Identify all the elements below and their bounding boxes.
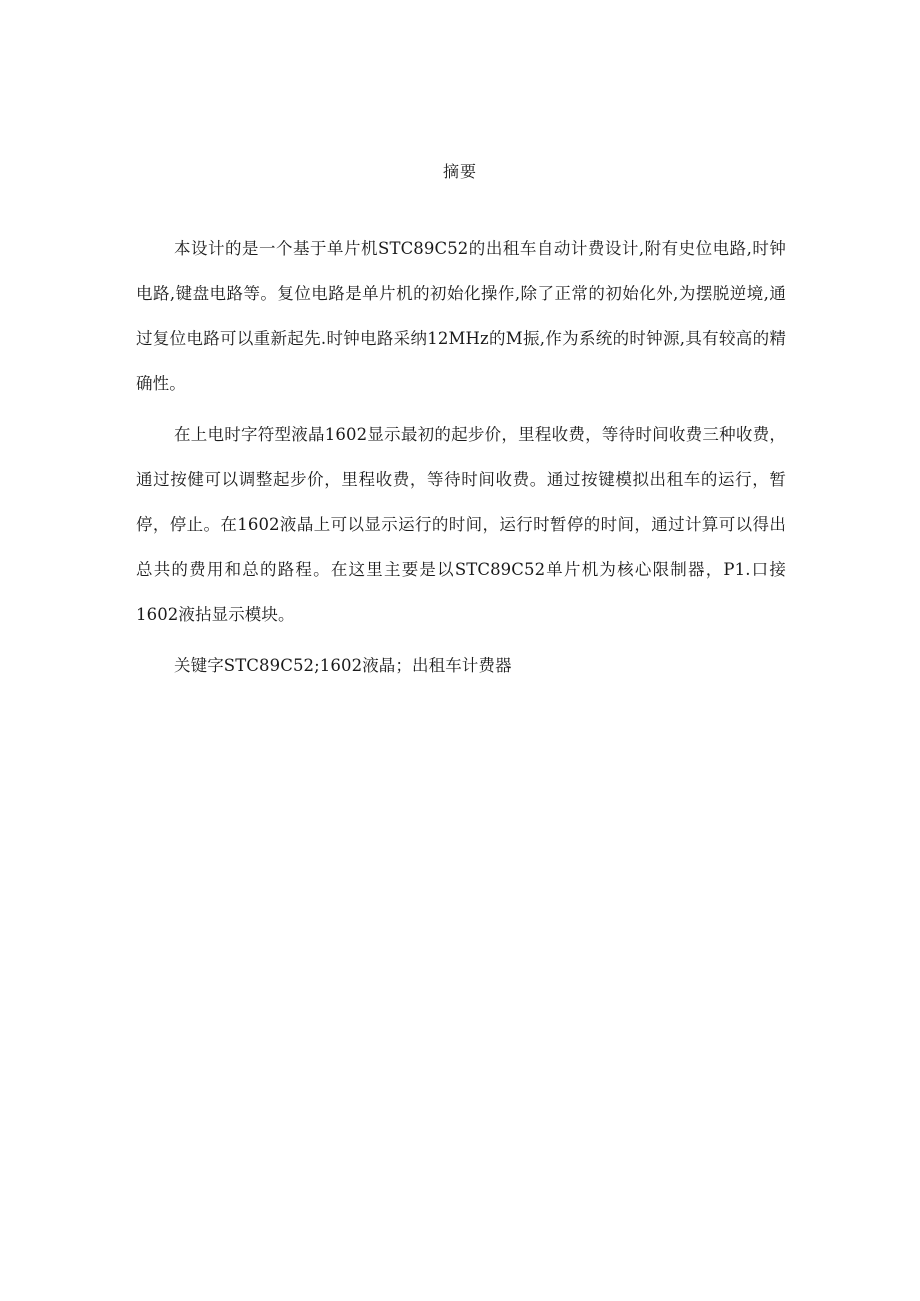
abstract-paragraph-2: 在上电时字符型液晶1602显示最初的起步价，里程收费，等待时间收费三种收费，通过按健可以调整起步价，里程收费，等待时间收费。通过按键模拟出租车的运行，暂停，停止。在1602液晶上可以显示运行的时间，运行时暂停的时间，通过计算可以得出总共的费用和总的路程。在这里主要是以STC89C52单片机为核心限制器，P1.口接1602液拈显示模块。: [136, 425, 786, 624]
page-title: 摘要: [442, 162, 477, 181]
abstract-body: [136, 226, 786, 694]
keywords-line: 关键字STC89C52;1602液晶；出租车计费器: [174, 656, 512, 675]
abstract-paragraph-1: 本设计的是一个基于单片机STC89C52的出租车自动计费设计,附有史位电路,时钟电路,键盘电路等。复位电路是单片机的初始化操作,除了正常的初始化外,为摆脱逆境,通过复位电路可以重新起先.时钟电路采纳12MHz的M振,作为系统的时钟源,具有较高的精确性。: [136, 239, 786, 393]
